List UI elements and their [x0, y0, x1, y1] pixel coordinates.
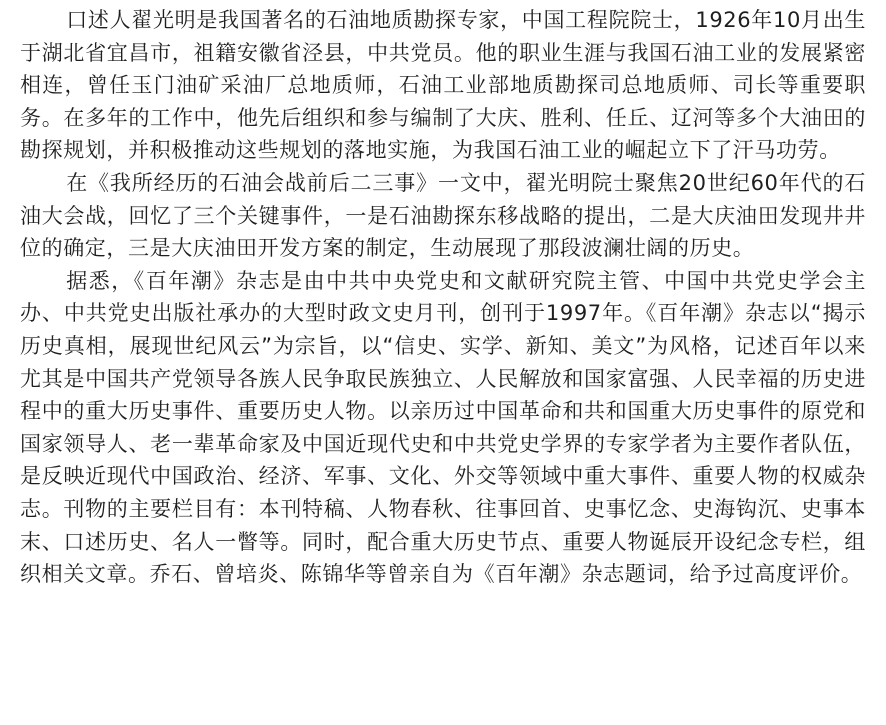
- paragraph-article-summary: 在《我所经历的石油会战前后二三事》一文中，翟光明院士聚焦20世纪60年代的石油大会战，回忆了三个关键事件，一是石油勘探东移战略的提出，二是大庆油田发现井井位的确定，三是大庆油田开发方案的制定，生动展现了那段波澜壮阔的历史。: [20, 170, 866, 261]
- paragraph-magazine-info: 据悉，《百年潮》杂志是由中共中央党史和文献研究院主管、中国中共党史学会主办、中共党史出版社承办的大型时政文史月刊，创刊于1997年。《百年潮》杂志以“揭示历史真相，展现世纪风云”为宗旨，以“信史、实学、新知、美文”为风格，记述百年以来尤其是中国共产党领导各族人民争取民族独立、人民解放和国家富强、人民幸福的历史进程中的重大历史事件、重要历史人物。以亲历过中国革命和共和国重大历史事件的原党和国家领导人、老一辈革命家及中国近现代史和中共党史学界的专家学者为主要作者队伍，是反映近现代中国政治、经济、军事、文化、外交等领域中重大事件、重要人物的权威杂志。刊物的主要栏目有：本刊特稿、人物春秋、往事回首、史事忆念、史海钩沉、史事本末、口述历史、名人一瞥等。同时，配合重大历史节点、重要人物诞辰开设纪念专栏，组织相关文章。乔石、曾培炎、陈锦华等曾亲自为《百年潮》杂志题词，给予过高度评价。: [20, 268, 866, 587]
- paragraph-intro: 口述人翟光明是我国著名的石油地质勘探专家，中国工程院院士，1926年10月出生于湖北省宜昌市，祖籍安徽省泾县，中共党员。他的职业生涯与我国石油工业的发展紧密相连，曾任玉门油矿采油厂总地质师，石油工业部地质勘探司总地质师、司长等重要职务。在多年的工作中，他先后组织和参与编制了大庆、胜利、任丘、辽河等多个大油田的勘探规划，并积极推动这些规划的落地实施，为我国石油工业的崛起立下了汗马功劳。: [20, 8, 866, 163]
